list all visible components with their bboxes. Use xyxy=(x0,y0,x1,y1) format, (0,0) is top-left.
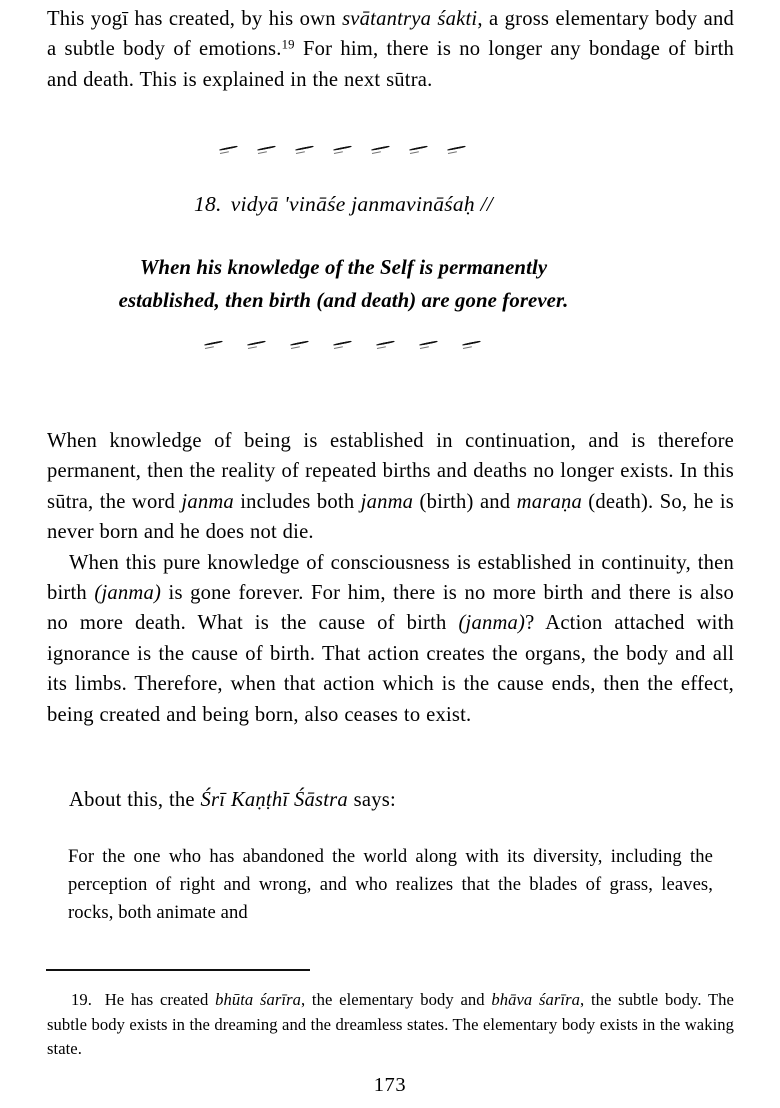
footnote-italic-bhava-sarira: bhāva śarīra xyxy=(491,990,580,1009)
ornament-dash-icon xyxy=(203,338,226,352)
block-quotation xyxy=(68,843,713,928)
commentary-body xyxy=(47,426,734,730)
body-p1-segment-2: includes both xyxy=(233,490,361,513)
footnote-italic-bhuta-sarira: bhūta śarīra xyxy=(215,990,301,1009)
sutra-heading xyxy=(0,192,687,217)
attribution-segment-2: says: xyxy=(347,789,396,811)
footnote-number: 19. xyxy=(71,990,92,1009)
sutra-translation xyxy=(0,251,687,317)
body-p1-segment-4: (death). So, he is never born and he does not die. xyxy=(47,490,734,544)
ornament-dash-icon xyxy=(332,143,355,157)
attribution-segment-1: About this, the xyxy=(69,789,201,811)
page-number: 173 xyxy=(373,1074,407,1096)
sutra-text: vidyā 'vināśe janmavināśaḥ // xyxy=(230,192,493,216)
translation-line-1: When his knowledge of the Self is permanently xyxy=(139,256,548,279)
body-p1-italic-janma-1: janma xyxy=(181,490,234,513)
attribution-line xyxy=(47,785,734,815)
ornament-dash-icon xyxy=(446,143,469,157)
opening-segment-1: This yogī has created, by his own xyxy=(47,8,343,30)
footnote-segment-1: He has created xyxy=(97,990,216,1009)
ornament-dash-icon xyxy=(332,338,355,352)
attribution-italic-sri-kanthi-sastra: Śrī Kaṇṭhī Śāstra xyxy=(200,789,348,811)
footnote-reference-19[interactable]: 19 xyxy=(281,37,295,52)
body-p2-italic-janma-2: (janma) xyxy=(458,612,526,635)
body-p2-italic-janma-1: (janma) xyxy=(94,582,162,605)
paragraph-text xyxy=(47,785,734,815)
quotation-text: For the one who has abandoned the world along with its diversity, including the perception of right and wrong, and who realizes that the blades of grass, leaves, rocks, both animate and xyxy=(68,846,713,924)
body-p2-segment-2: is gone forever. For him, there is no more birth and there is also no more death. What is the cause of birth xyxy=(47,582,734,635)
body-p1-italic-marana: maraṇa xyxy=(516,490,582,513)
ornament-dash-icon xyxy=(418,338,441,352)
paragraph-text xyxy=(47,4,734,95)
paragraph-text xyxy=(47,426,734,548)
paragraph-text xyxy=(47,548,734,730)
body-p1-segment-1: When knowledge of being is established in continuation, and is therefore permanent, then the reality of repeated births and deaths no longer exists. In this sūtra, the word xyxy=(47,430,734,513)
opening-italic-svatantrya-sakti: svātantrya śakti xyxy=(342,8,478,30)
body-p2-segment-1: When this pure knowledge of consciousness is established in continuity, then birth xyxy=(47,551,734,605)
ornament-dash-icon xyxy=(461,338,484,352)
footnote-separator-rule xyxy=(46,969,310,971)
body-p2-segment-3: ? Action attached with ignorance is the cause of birth. That action creates the organs, the body and all its limbs. Therefore, when that action which is the cause ends, then the effect, being created and being born, also ceases to exist. xyxy=(47,612,735,726)
footnote-text xyxy=(47,988,734,1062)
opening-paragraph xyxy=(47,4,734,95)
opening-segment-2: , a gross elementary body and a subtle body of emotions. xyxy=(47,8,734,61)
translation-line-2: established, then birth (and death) are gone forever. xyxy=(118,289,569,312)
ornament-divider-bottom xyxy=(0,338,687,358)
ornament-dash-icon xyxy=(218,143,241,157)
body-p1-italic-janma-2: janma xyxy=(360,490,414,513)
footnote-segment-2: , the elementary body and xyxy=(300,990,492,1009)
sutra-number: 18. xyxy=(194,192,222,216)
opening-segment-3: For him, there is no longer any bondage of birth and death. This is explained in the next sūtra. xyxy=(47,38,734,91)
ornament-dash-icon xyxy=(375,338,398,352)
ornament-dash-icon xyxy=(408,143,431,157)
footnote-block xyxy=(47,988,734,1062)
ornament-dash-icon xyxy=(370,143,393,157)
ornament-dash-icon xyxy=(256,143,279,157)
ornament-dash-icon xyxy=(246,338,269,352)
ornament-dash-icon xyxy=(294,143,317,157)
body-p1-segment-3: (birth) and xyxy=(413,490,517,513)
footnote-segment-3: , the subtle body. The subtle body exists in the dreaming and the dreamless states. The elementary body exists in the waking state. xyxy=(47,990,734,1059)
ornament-dash-icon xyxy=(289,338,312,352)
ornament-divider-top xyxy=(0,143,687,163)
